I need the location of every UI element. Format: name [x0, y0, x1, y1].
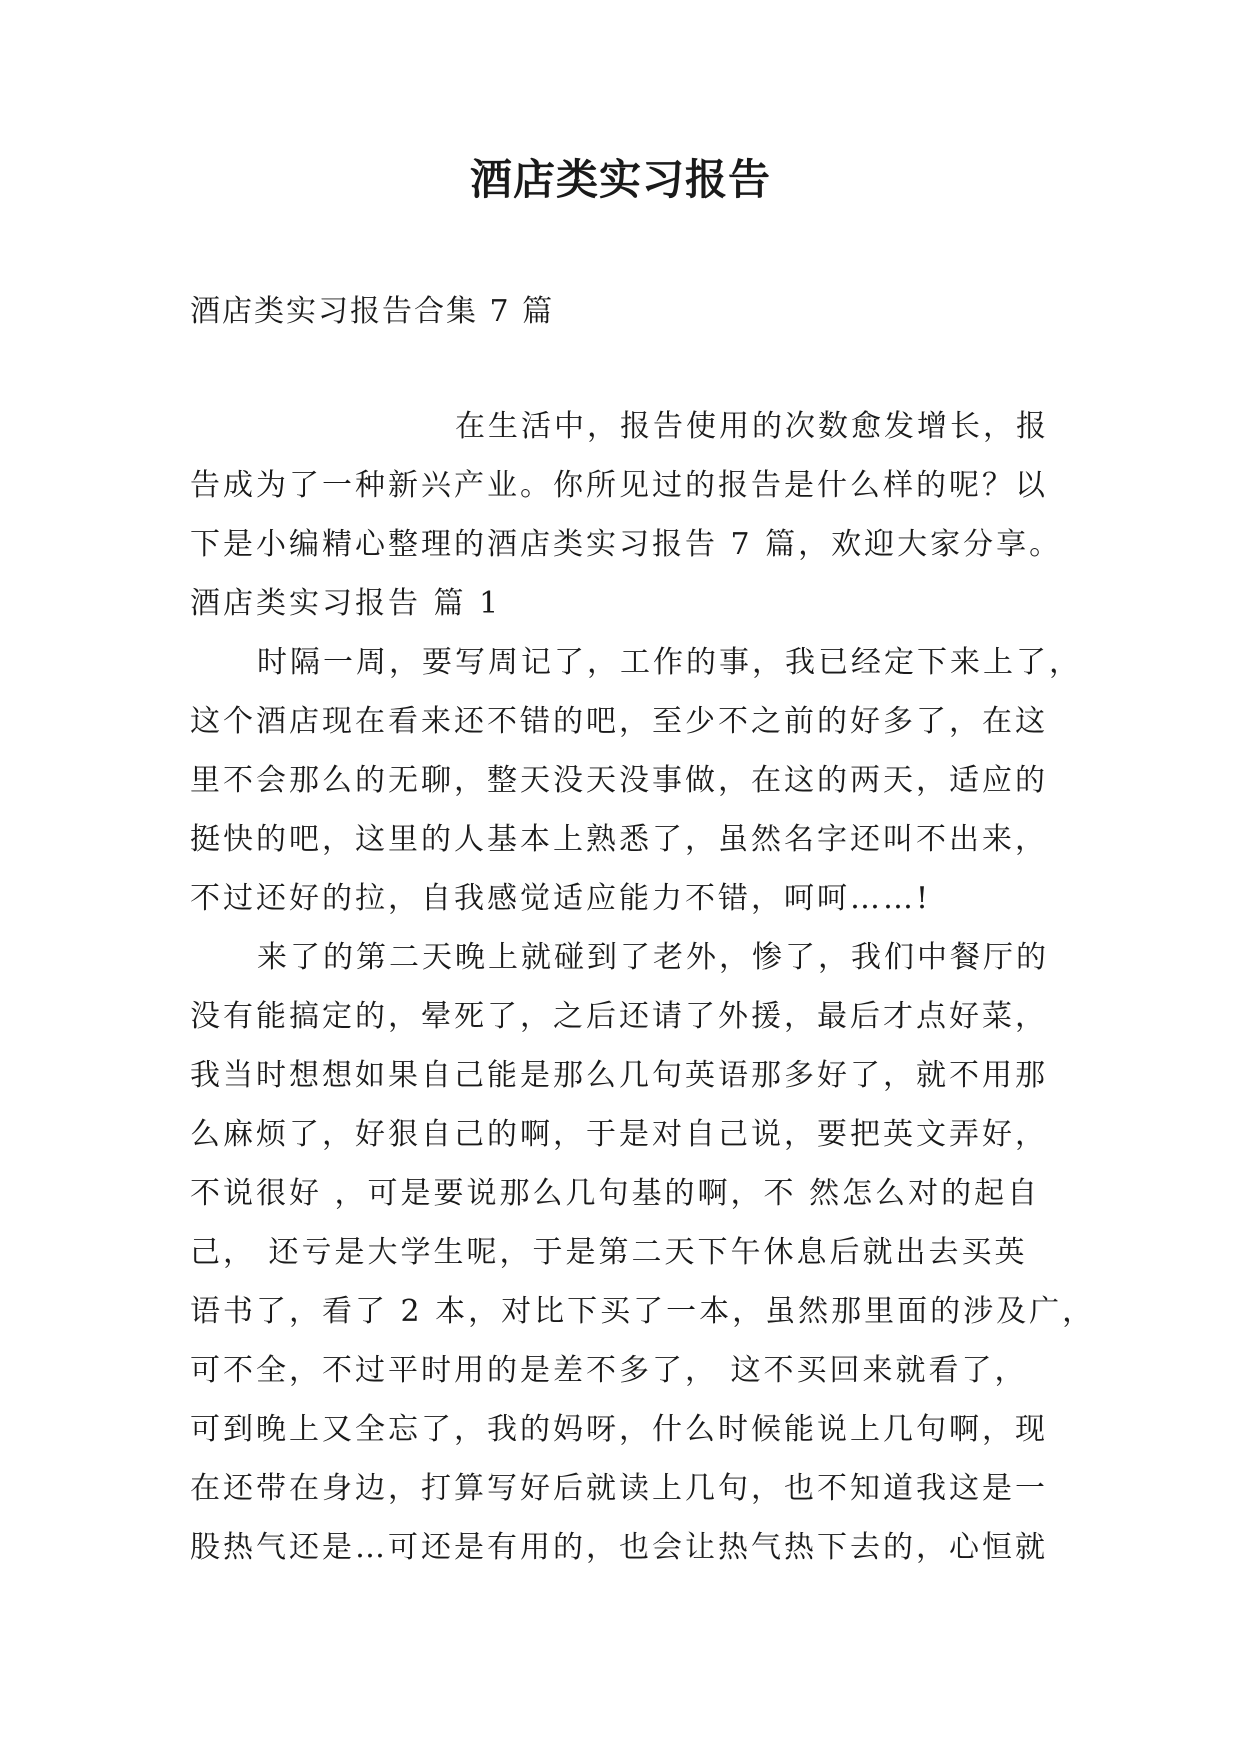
body-line: 下是小编精心整理的酒店类实习报告 7 篇，欢迎大家分享。	[190, 527, 1063, 562]
body-line: 我当时想想如果自己能是那么几句英语那多好了，就不用那	[190, 1058, 1048, 1093]
body-line: 在生活中，报告使用的次数愈发增长，报	[455, 409, 1049, 444]
body-line: 没有能搞定的，晕死了，之后还请了外援，最后才点好菜，	[190, 999, 1048, 1034]
body-line: 时隔一周，要写周记了，工作的事，我已经定下来上了，	[257, 645, 1082, 680]
body-line: 里不会那么的无聊，整天没天没事做，在这的两天，适应的	[190, 763, 1048, 798]
body-line: 不说很好 ，可是要说那么几句基的啊，不 然怎么对的起自	[190, 1176, 1041, 1211]
body-line: 语书了，看了 2 本，对比下买了一本，虽然那里面的涉及广，	[190, 1294, 1096, 1329]
body-line: 么麻烦了，好狠自己的啊，于是对自己说，要把英文弄好，	[190, 1117, 1048, 1152]
body-line: 告成为了一种新兴产业。你所见过的报告是什么样的呢？以	[190, 468, 1048, 503]
body-line: 挺快的吧，这里的人基本上熟悉了，虽然名字还叫不出来，	[190, 822, 1048, 857]
body-line: 来了的第二天晚上就碰到了老外，惨了，我们中餐厅的	[257, 940, 1049, 975]
body-line: 股热气还是…可还是有用的，也会让热气热下去的，心恒就	[190, 1530, 1048, 1565]
section-heading: 酒店类实习报告 篇 1	[190, 586, 502, 621]
body-line: 己， 还亏是大学生呢，于是第二天下午休息后就出去买英	[190, 1235, 1028, 1270]
document-subtitle: 酒店类实习报告合集 7 篇	[190, 294, 555, 329]
body-line: 在还带在身边，打算写好后就读上几句，也不知道我这是一	[190, 1471, 1048, 1506]
document-title: 酒店类实习报告	[469, 155, 771, 204]
body-line: 这个酒店现在看来还不错的吧，至少不之前的好多了，在这	[190, 704, 1048, 739]
body-line: 可到晚上又全忘了，我的妈呀，什么时候能说上几句啊，现	[190, 1412, 1048, 1447]
body-line: 可不全，不过平时用的是差不多了， 这不买回来就看了，	[190, 1353, 1028, 1388]
document-body	[190, 407, 1096, 1587]
body-line: 不过还好的拉，自我感觉适应能力不错，呵呵……!	[190, 881, 932, 916]
